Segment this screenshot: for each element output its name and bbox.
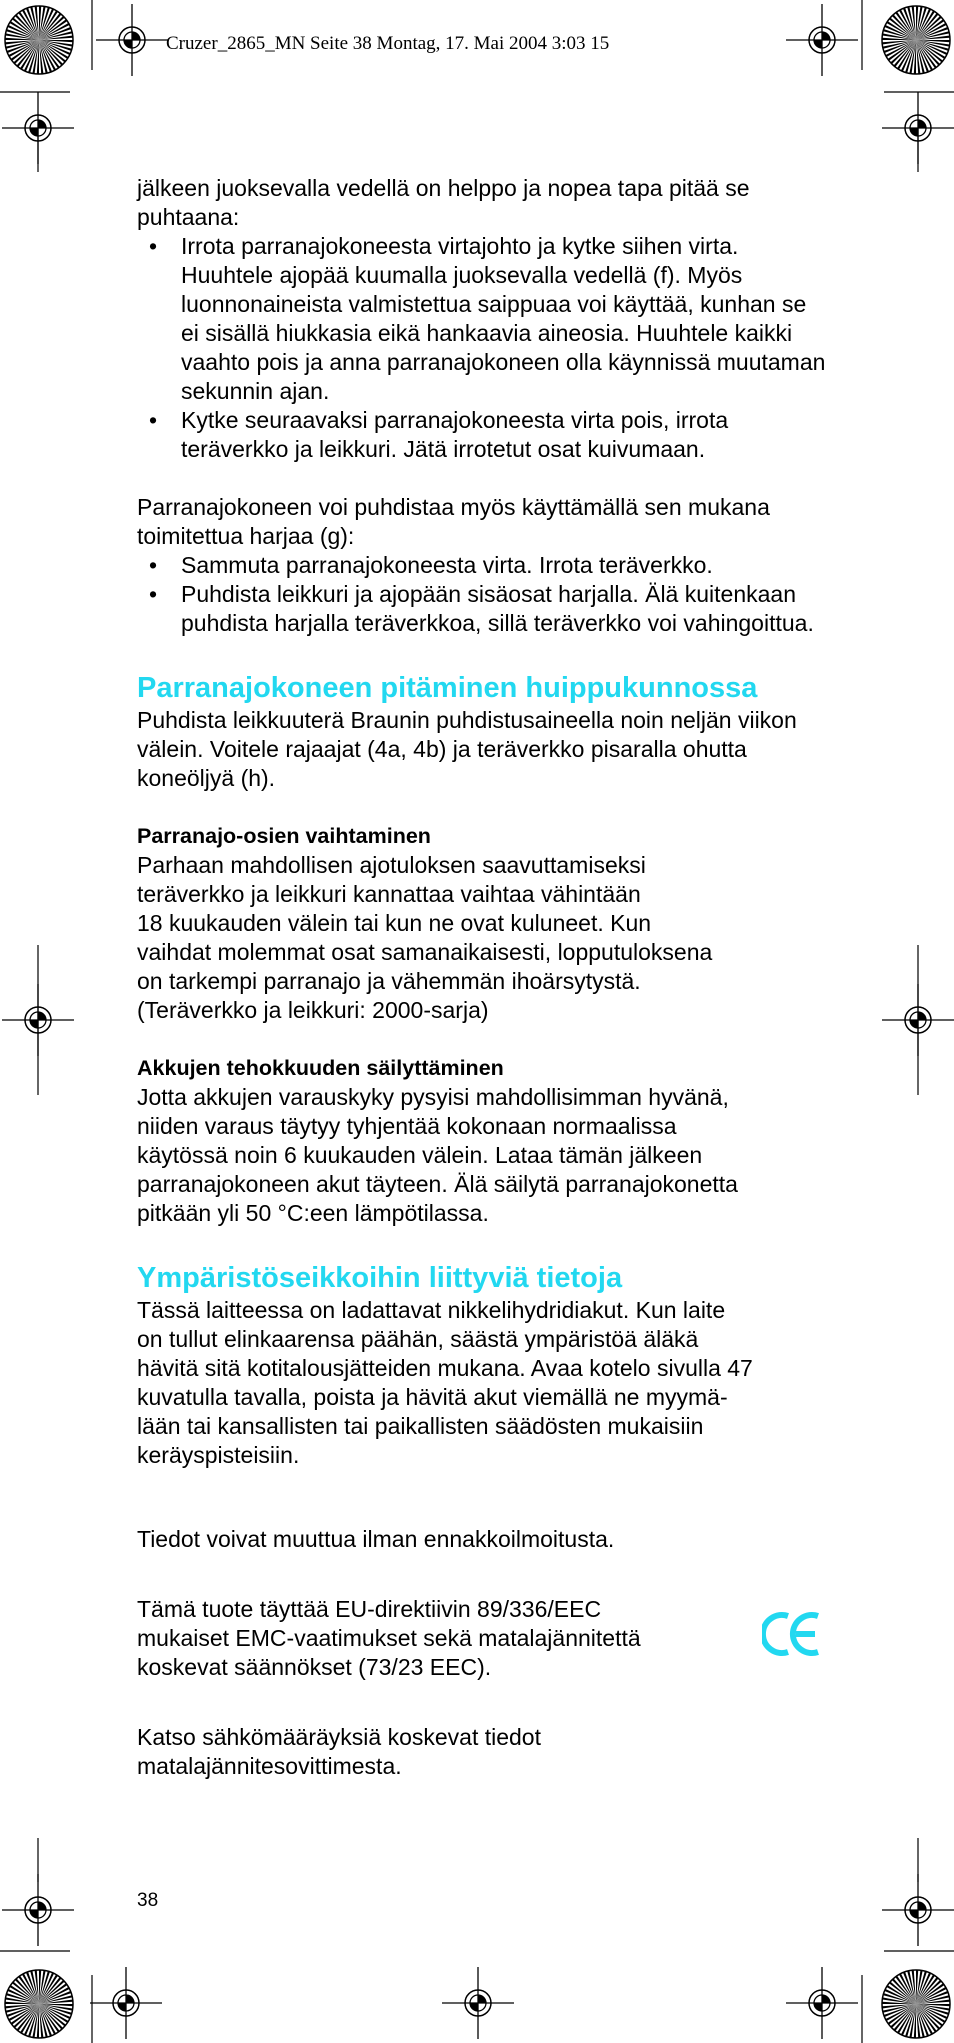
ce-mark-icon (762, 1610, 822, 1658)
text-line: Jotta akkujen varauskyky pysyisi mahdollisimman hyvänä, (137, 1084, 729, 1110)
page-content (137, 174, 827, 1781)
list-item: • Puhdista leikkuri ja ajopään sisäosat harjalla. Älä kuitenkaan puhdista harjalla teräverkkoa, sillä teräverkko voi vahingoittua. (137, 580, 827, 638)
battery-text (137, 1083, 827, 1228)
text-line: (Teräverkko ja leikkuri: 2000-sarja) (137, 997, 489, 1023)
print-slug: Cruzer_2865_MN Seite 38 Montag, 17. Mai 2004 3:03 15 (166, 33, 610, 54)
environment-text (137, 1296, 827, 1470)
cleaning-steps (137, 232, 827, 464)
text-line: teräverkko ja leikkuri kannattaa vaihtaa vähintään (137, 881, 641, 907)
cleaning-intro: jälkeen juoksevalla vedellä on helppo ja nopea tapa pitää se puhtaana: (137, 175, 750, 230)
brush-steps (137, 551, 827, 638)
change-notice: Tiedot voivat muuttua ilman ennakkoilmoitusta. (137, 1526, 615, 1552)
text-line: 18 kuukauden välein tai kun ne ovat kuluneet. Kun (137, 910, 652, 936)
text-line: hävitä sitä kotitalousjätteiden mukana. Avaa kotelo sivulla 47 (137, 1355, 753, 1381)
maintenance-heading: Parranajokoneen pitäminen huippukunnossa (137, 672, 758, 704)
text-line: koskevat säännökset (73/23 EEC). (137, 1654, 492, 1680)
brush-intro: Parranajokoneen voi puhdistaa myös käyttämällä sen mukana toimitettua harjaa (g): (137, 494, 770, 549)
list-item: • Kytke seuraavaksi parranajokoneesta virta pois, irrota teräverkko ja leikkuri. Jätä irrotetut osat kuivumaan. (137, 406, 827, 464)
text-line: keräyspisteisiin. (137, 1442, 300, 1468)
list-item: • Sammuta parranajokoneesta virta. Irrota teräverkko. (137, 551, 827, 580)
text-line: on tarkempi parranajo ja vähemmän ihoärsytystä. (137, 968, 641, 994)
environment-heading: Ympäristöseikkoihin liittyviä tietoja (137, 1262, 623, 1294)
text-line: käytössä noin 6 kuukauden välein. Lataa tämän jälkeen (137, 1142, 703, 1168)
text-line: lään tai kansallisten tai paikallisten säädösten mukaisiin (137, 1413, 704, 1439)
safety-text (137, 1723, 827, 1781)
battery-heading: Akkujen tehokkuuden säilyttäminen (137, 1056, 504, 1080)
text-line: Tässä laitteessa on ladattavat nikkelihydridiakut. Kun laite (137, 1297, 726, 1323)
maintenance-text: Puhdista leikkuuterä Braunin puhdistusaineella noin neljän viikon välein. Voitele rajaajat (4a, 4b) ja teräverkko pisaralla ohutta koneöljyä (h). (137, 707, 797, 791)
text-line: pitkään yli 50 °C:een lämpötilassa. (137, 1200, 489, 1226)
text-line: vaihdat molemmat osat samanaikaisesti, lopputuloksena (137, 939, 713, 965)
text-line: on tullut elinkaarensa päähän, säästä ympäristöä äläkä (137, 1326, 699, 1352)
text-line: kuvatulla tavalla, poista ja hävitä akut viemällä ne myymä- (137, 1384, 728, 1410)
text-line: Tämä tuote täyttää EU-direktiivin 89/336/EEC (137, 1596, 602, 1622)
replacement-text (137, 851, 827, 1025)
directive-text (137, 1595, 827, 1682)
replacement-heading: Parranajo-osien vaihtaminen (137, 824, 431, 848)
text-line: Katso sähkömääräyksiä koskevat tiedot (137, 1724, 541, 1750)
page-number: 38 (137, 1890, 159, 1911)
directive-block (137, 1595, 827, 1682)
text-line: parranajokoneen akut täyteen. Älä säilytä parranajokonetta (137, 1171, 738, 1197)
list-item: • Irrota parranajokoneesta virtajohto ja kytke siihen virta. Huuhtele ajopää kuumalla juoksevalla vedellä (f). Myös luonnonaineista valmistettua saippuaa voi käyttää, kunhan se ei sisällä hiukkasia eikä hankaavia aineosia. Huuhtele kaikki vaahto pois ja anna parranajokoneen olla käynnissä muutaman sekunnin ajan. (137, 232, 827, 406)
text-line: Parhaan mahdollisen ajotuloksen saavuttamiseksi (137, 852, 646, 878)
text-line: niiden varaus täytyy tyhjentää kokonaan normaalissa (137, 1113, 677, 1139)
text-line: mukaiset EMC-vaatimukset sekä matalajännitettä (137, 1625, 641, 1651)
text-line: matalajännitesovittimesta. (137, 1753, 402, 1779)
